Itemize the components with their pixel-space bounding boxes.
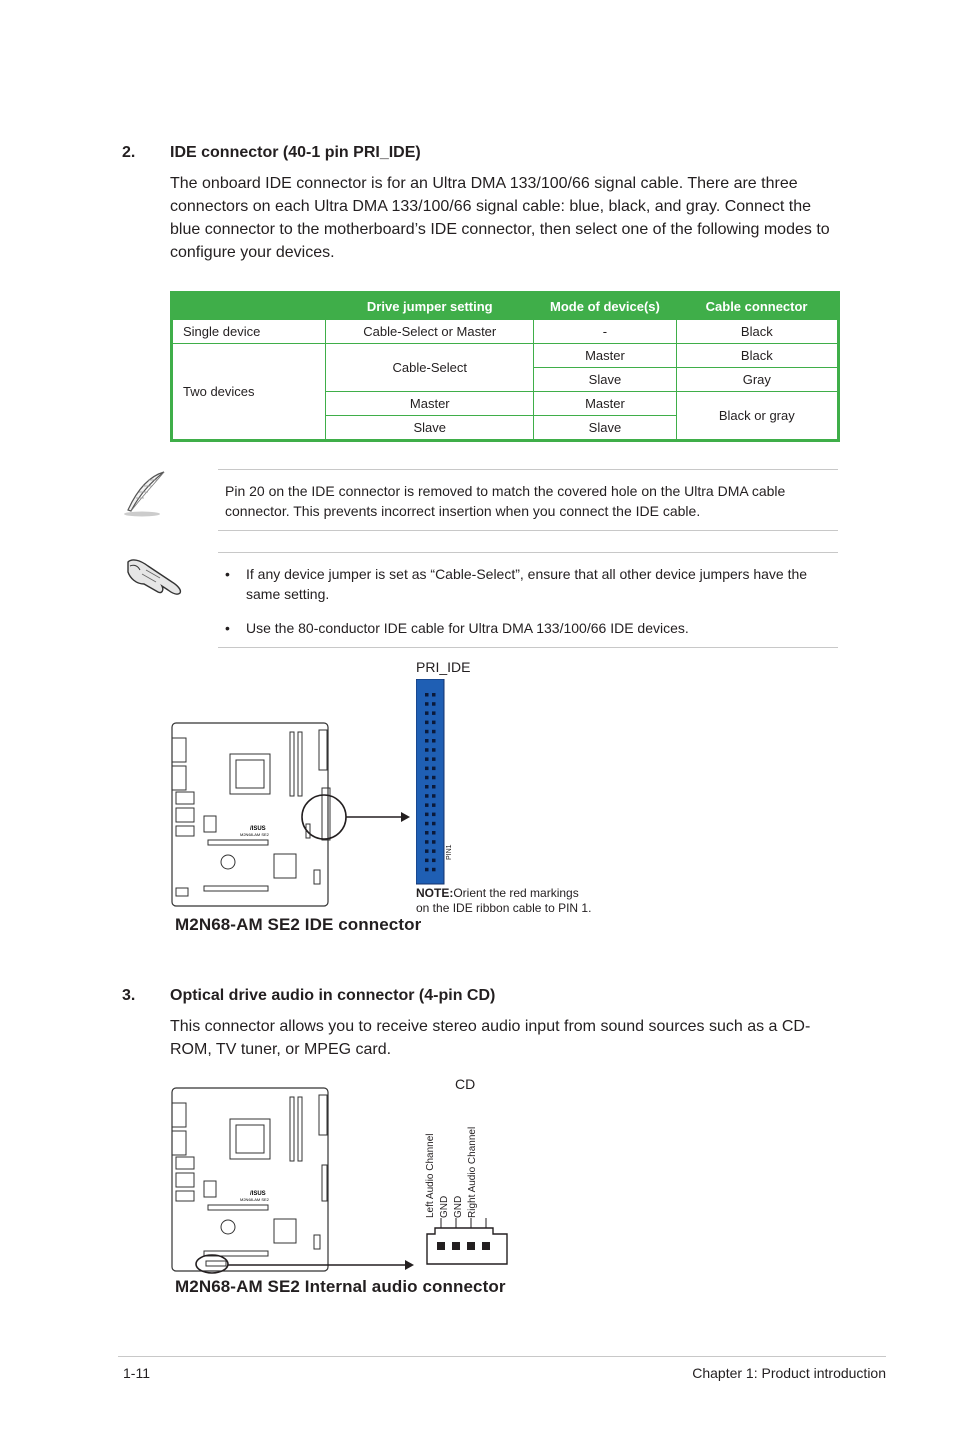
table-cell: Single device [172,320,326,344]
ide-pin [432,868,436,872]
table-header: Mode of device(s) [534,293,676,320]
ide-pin [432,785,436,789]
table-cell: Slave [534,368,676,392]
table-cell: Black [676,320,838,344]
note-2-bullet-text: If any device jumper is set as “Cable-Select”, ensure that all other device jumpers have the same setting. [246,566,808,602]
ide-mode-table [170,291,840,442]
ide-pin [425,831,429,835]
ide-pin [432,757,436,761]
ide-pin [432,776,436,780]
table-header-row [172,293,839,320]
table-cell: Gray [676,368,838,392]
ide-pin [425,711,429,715]
ide-pin [425,803,429,807]
ide-pin [432,693,436,697]
ide-note-line2: on the IDE ribbon cable to PIN 1. [416,901,592,915]
ide-pin [432,803,436,807]
ide-pin [425,776,429,780]
ide-pin [425,785,429,789]
ide-pin [425,730,429,734]
ide-pin [432,794,436,798]
ide-note-line1: Orient the red markings [453,886,579,900]
board-brand-label: /ISUS [250,1191,266,1197]
board-model-label: M2N68-AM SE2 [240,832,269,837]
ide-pin [432,702,436,706]
ide-pin [425,721,429,725]
page-number: 1-11 [123,1365,150,1381]
ide-pin [425,748,429,752]
chapter-title: Chapter 1: Product introduction [692,1365,886,1381]
board-brand-label: /ISUS [250,826,266,832]
ide-pin [425,822,429,826]
ide-pin [432,739,436,743]
ide-pin [432,822,436,826]
section-2-body: The onboard IDE connector is for an Ultra DMA 133/100/66 signal cable. There are three connectors on each Ultra DMA 133/100/66 signal cable: blue, black, and gray. Connect the blue connector to the motherboard’s IDE connector, then select one of the following modes to configure your devices. [170,175,830,261]
table-cell: Black [676,344,838,368]
ide-pin [425,849,429,853]
ide-pin [425,840,429,844]
ide-pin [432,859,436,863]
pri-ide-label: PRI_IDE [416,659,471,675]
footer-rule [118,1356,886,1357]
note-2-bullet [225,618,837,638]
figure-1-caption: M2N68-AM SE2 IDE connector [175,915,422,934]
table-header [172,293,326,320]
ide-pin [425,693,429,697]
ide-pin [425,767,429,771]
cd-pin-labels [425,1100,500,1218]
note-2-bullet-text: Use the 80-conductor IDE cable for Ultra DMA 133/100/66 IDE devices. [246,620,689,636]
section-3-body: This connector allows you to receive stereo audio input from sound sources such as a CD-ROM, TV tuner, or MPEG card. [170,1018,811,1058]
ide-pin [432,711,436,715]
table-cell: Slave [534,416,676,441]
ide-pin [432,840,436,844]
table-cell: Master [326,392,534,416]
ide-pin [432,813,436,817]
ide-pin [425,702,429,706]
ide-callout-pointer [300,760,420,870]
table-cell: Master [534,392,676,416]
cd-connector [425,1218,515,1268]
ide-note-bold: NOTE: [416,886,454,900]
cd-callout-pointor [190,1250,420,1280]
table-cell: Two devices [172,344,326,441]
table-cell: Cable-Select or Master [326,320,534,344]
ide-pin [425,757,429,761]
pin1-label: PIN1 [446,844,453,860]
ide-pin [425,868,429,872]
section-2-title: IDE connector (40-1 pin PRI_IDE) [170,144,421,161]
cd-pin-label: GND [453,1195,464,1218]
ide-pin [432,767,436,771]
table-row [172,344,839,368]
table-header: Drive jumper setting [326,293,534,320]
section-3-title: Optical drive audio in connector (4-pin CD) [170,987,496,1004]
table-header: Cable connector [676,293,838,320]
ide-pin [425,739,429,743]
cd-label: CD [455,1076,476,1092]
section-2-number: 2. [122,144,136,161]
figure-2-caption: M2N68-AM SE2 Internal audio connector [175,1277,506,1296]
note-1-text: Pin 20 on the IDE connector is removed to match the covered hole on the Ultra DMA cable connector. This prevents incorrect insertion when you connect the IDE cable. [225,483,786,519]
ide-pin [432,831,436,835]
table-cell: - [534,320,676,344]
ide-pin [425,794,429,798]
table-cell: Master [534,344,676,368]
table-cell: Slave [326,416,534,441]
pri-ide-connector [416,679,446,885]
cd-pin-label: Right Audio Channel [467,1126,478,1218]
section-3-number: 3. [122,987,136,1004]
ide-pin [425,859,429,863]
table-cell: Cable-Select [326,344,534,392]
bullet-dot: • [225,620,230,636]
ide-pin [432,748,436,752]
ide-pin [432,730,436,734]
board-model-label: M2N68-AM SE2 [240,1197,269,1202]
ide-pin [432,849,436,853]
note-2-bullet [225,564,837,604]
ide-pin [432,721,436,725]
hand-point-icon [122,548,188,598]
ide-pin [425,813,429,817]
note-box-2 [218,552,838,648]
bullet-dot: • [225,566,230,582]
cd-pin-label: GND [439,1195,450,1218]
motherboard-diagram-cd [170,1085,335,1273]
ide-note [416,886,591,916]
pen-note-icon [120,468,170,518]
table-row [172,320,839,344]
note-box-1 [218,469,838,531]
table-cell: Black or gray [676,392,838,441]
cd-pin-label: Left Audio Channel [425,1133,436,1218]
